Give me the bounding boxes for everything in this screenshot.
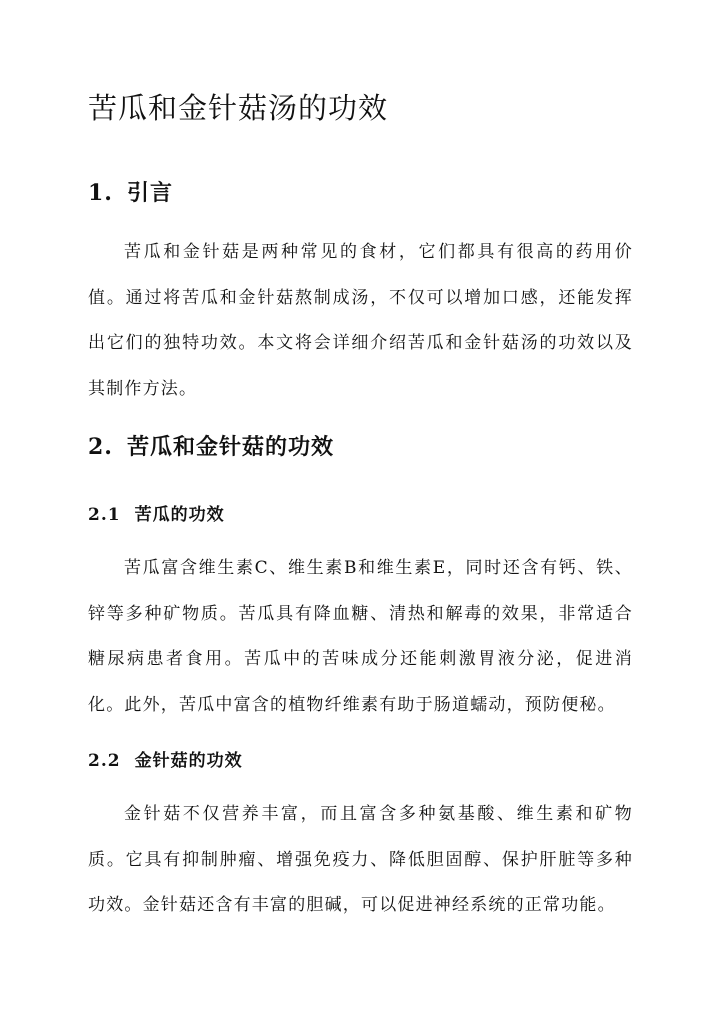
section-heading-effects (88, 430, 334, 461)
subsection-number: 2.1 (88, 505, 121, 525)
section-title: 苦瓜和金针菇的功效 (126, 434, 334, 460)
subsection-heading-enoki (88, 746, 243, 771)
subsection-title: 苦瓜的功效 (134, 505, 225, 525)
section-number: 2. (88, 434, 113, 460)
subsection-number: 2.2 (88, 751, 121, 771)
page-title: 苦瓜和金针菇汤的功效 (88, 91, 389, 125)
bitter-melon-paragraph: 苦瓜富含维生素C、维生素B和维生素E，同时还含有钙、铁、锌等多种矿物质。苦瓜具有降血糖、清热和解毒的效果，非常适合糖尿病患者食用。苦瓜中的苦味成分还能刺激胃液分泌，促进消化。此外，苦瓜中富含的植物纤维素有助于肠道蠕动，预防便秘。 (88, 558, 633, 715)
section-title: 引言 (126, 180, 173, 206)
subsection-title: 金针菇的功效 (134, 751, 243, 771)
enoki-paragraph: 金针菇不仅营养丰富，而且富含多种氨基酸、维生素和矿物质。它具有抑制肿瘤、增强免疫力、降低胆固醇、保护肝脏等多种功效。金针菇还含有丰富的胆碱，可以促进神经系统的正常功能。 (88, 804, 633, 915)
subsection-heading-bitter-melon (88, 500, 225, 525)
intro-paragraph: 苦瓜和金针菇是两种常见的食材，它们都具有很高的药用价值。通过将苦瓜和金针菇熬制成汤，不仅可以增加口感，还能发挥出它们的独特功效。本文将会详细介绍苦瓜和金针菇汤的功效以及其制作方法。 (88, 242, 633, 399)
section-number: 1. (88, 180, 113, 206)
section-heading-intro (88, 176, 173, 207)
